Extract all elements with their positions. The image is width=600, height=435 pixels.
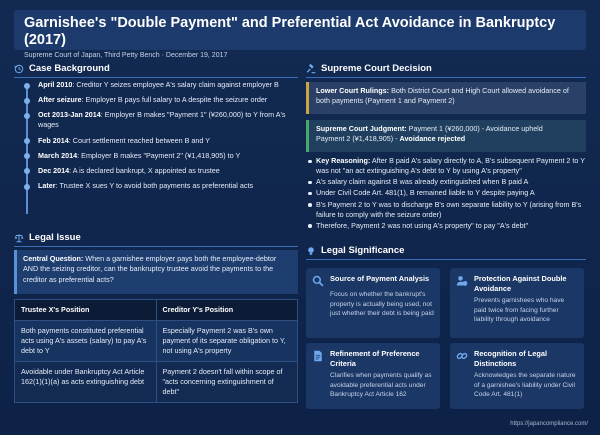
lightbulb-icon [306, 246, 316, 256]
lower-court-box: Lower Court Rulings: Both District Court and High Court allowed avoidance of both payments (Payment 1 and Payment 2) [306, 82, 586, 114]
central-question: Central Question: When a garnishee employer pays both the employee-debtor AND the seizing creditor, can the bankruptcy trustee avoid the payments to the creditor as preferential acts? [14, 250, 298, 294]
timeline [14, 80, 298, 196]
timeline-item: After seizure: Employer B pays full salary to A despite the seizure order [14, 95, 298, 105]
divider [14, 77, 298, 78]
card-title: Refinement of Preference Criteria [330, 349, 420, 368]
card-description: Prevents garnishees who have paid twice from facing further liability through avoidance [474, 297, 565, 324]
list-item: Key Reasoning: After B paid A's salary directly to A, B's subsequent Payment 2 to Y was not "an act extinguishing A's debt to Y by using A's property" [306, 156, 588, 176]
card-description: Focus on whether the bankrupt's property is actually being used, not just whether their debt is being paid [330, 291, 434, 318]
card-title: Protection Against Double Avoidance [474, 274, 567, 293]
table-cell: Payment 2 doesn't fall within scope of "acts concerning extinguishment of debt" [156, 362, 298, 403]
table-cell: Both payments constituted preferential acts using A's assets (salary) to pay A's debt to Y [15, 321, 157, 362]
legal-issue-heading: Legal Issue [14, 232, 81, 243]
table-row [15, 321, 298, 362]
timeline-item: Later: Trustee X sues Y to avoid both payments as preferential acts [14, 181, 298, 191]
timeline-item: March 2014: Employer B makes "Payment 2" (¥1,418,905) to Y [14, 151, 298, 161]
significance-card [450, 343, 584, 409]
document-icon [312, 350, 324, 362]
history-icon [14, 64, 24, 74]
divider [306, 77, 586, 78]
timeline-item: Feb 2014: Court settlement reached between B and Y [14, 136, 298, 146]
page-title: Garnishee's "Double Payment" and Preferential Act Avoidance in Bankruptcy (2017) [24, 15, 556, 48]
footer-url: https://japancompliance.com/ [510, 421, 588, 427]
search-icon [312, 275, 324, 287]
judgment-box: Supreme Court Judgment: Payment 1 (¥260,000) - Avoidance upheld Payment 2 (¥1,418,905) - Avoidance rejected [306, 120, 586, 152]
table-header: Trustee X's Position [15, 300, 157, 321]
significance-heading: Legal Significance [306, 245, 404, 256]
list-item: B's Payment 2 to Y was to discharge B's own separate liability to Y (arising from B's failure to comply with the seizure order) [306, 200, 588, 220]
card-description: Clarifies when payments qualify as avoidable preferential acts under Bankruptcy Act Article 162 [330, 372, 432, 399]
significance-card [306, 343, 440, 409]
divider [306, 259, 586, 260]
table-header: Creditor Y's Position [156, 300, 298, 321]
gavel-icon [306, 64, 316, 74]
card-description: Acknowledges the separate nature of a garnishee's liability under Civil Code Art. 481(1) [474, 372, 576, 399]
divider [14, 246, 298, 247]
list-item: Therefore, Payment 2 was not using A's property" to pay "A's debt" [306, 221, 588, 231]
link-icon [456, 350, 468, 362]
reasoning-list [306, 156, 588, 232]
scales-icon [14, 233, 24, 243]
significance-card [450, 268, 584, 338]
positions-table [14, 299, 298, 403]
header-banner [14, 10, 586, 59]
decision-heading: Supreme Court Decision [306, 63, 432, 74]
table-cell: Avoidable under Bankruptcy Act Article 162(1)(1)(a) as acts extinguishing debt [15, 362, 157, 403]
list-item: A's salary claim against B was already extinguished when B paid A [306, 177, 588, 187]
user-shield-icon [456, 275, 468, 287]
card-title: Source of Payment Analysis [330, 274, 430, 283]
timeline-item: Dec 2014: A is declared bankrupt, X appointed as trustee [14, 166, 298, 176]
table-row [15, 362, 298, 403]
table-cell: Especially Payment 2 was B's own payment of its separate obligation to Y, not using A's property [156, 321, 298, 362]
timeline-item: April 2010: Creditor Y seizes employee A's salary claim against employer B [14, 80, 298, 90]
significance-card [306, 268, 440, 338]
case-background-heading: Case Background [14, 63, 110, 74]
list-item: Under Civil Code Art. 481(1), B remained liable to Y despite paying A [306, 188, 588, 198]
card-title: Recognition of Legal Distinctions [474, 349, 548, 368]
page-subtitle: Supreme Court of Japan, Third Petty Bench · December 19, 2017 [24, 52, 228, 59]
timeline-item: Oct 2013-Jan 2014: Employer B makes "Payment 1" (¥260,000) to Y from A's wages [14, 110, 298, 130]
